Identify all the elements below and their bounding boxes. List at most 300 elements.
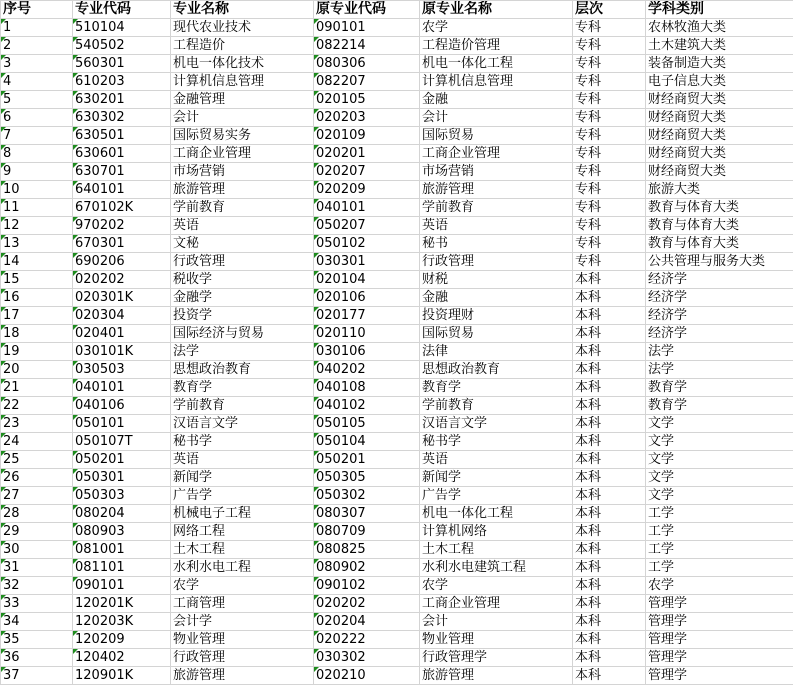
cell-major-name[interactable]: 学前教育 bbox=[171, 199, 314, 217]
cell-major-name[interactable]: 工商企业管理 bbox=[171, 145, 314, 163]
cell-category[interactable]: 公共管理与服务大类 bbox=[646, 253, 793, 271]
cell-category[interactable]: 管理学 bbox=[646, 649, 793, 667]
cell-category[interactable]: 装备制造大类 bbox=[646, 55, 793, 73]
cell-major-code[interactable]: 540502 bbox=[73, 37, 171, 55]
cell-orig-code[interactable]: 020202 bbox=[314, 595, 420, 613]
cell-seq[interactable]: 26 bbox=[1, 469, 73, 487]
cell-major-code[interactable]: 040106 bbox=[73, 397, 171, 415]
table-row bbox=[1, 73, 793, 91]
cell-category[interactable]: 教育与体育大类 bbox=[646, 199, 793, 217]
cell-category[interactable]: 财经商贸大类 bbox=[646, 163, 793, 181]
cell-major-name[interactable]: 机械电子工程 bbox=[171, 505, 314, 523]
cell-level[interactable]: 专科 bbox=[573, 109, 646, 127]
cell-category[interactable]: 经济学 bbox=[646, 271, 793, 289]
cell-level[interactable]: 本科 bbox=[573, 541, 646, 559]
cell-category[interactable]: 财经商贸大类 bbox=[646, 109, 793, 127]
table-row bbox=[1, 541, 793, 559]
cell-major-name[interactable]: 税收学 bbox=[171, 271, 314, 289]
cell-level[interactable]: 专科 bbox=[573, 145, 646, 163]
cell-major-code[interactable]: 630501 bbox=[73, 127, 171, 145]
table-row bbox=[1, 559, 793, 577]
cell-major-code[interactable]: 081101 bbox=[73, 559, 171, 577]
cell-orig-code[interactable]: 082207 bbox=[314, 73, 420, 91]
cell-seq[interactable]: 24 bbox=[1, 433, 73, 451]
cell-level[interactable]: 专科 bbox=[573, 73, 646, 91]
cell-category[interactable]: 教育学 bbox=[646, 379, 793, 397]
header-row bbox=[1, 1, 793, 19]
cell-major-code[interactable]: 050101 bbox=[73, 415, 171, 433]
cell-orig-name[interactable]: 物业管理 bbox=[420, 631, 573, 649]
cell-level[interactable]: 本科 bbox=[573, 307, 646, 325]
cell-category[interactable]: 经济学 bbox=[646, 289, 793, 307]
cell-orig-name[interactable]: 工商企业管理 bbox=[420, 595, 573, 613]
cell-major-name[interactable]: 汉语言文学 bbox=[171, 415, 314, 433]
cell-category[interactable]: 法学 bbox=[646, 361, 793, 379]
cell-orig-name[interactable]: 新闻学 bbox=[420, 469, 573, 487]
cell-orig-name[interactable]: 广告学 bbox=[420, 487, 573, 505]
cell-orig-name[interactable]: 思想政治教育 bbox=[420, 361, 573, 379]
cell-orig-code[interactable]: 020106 bbox=[314, 289, 420, 307]
cell-major-code[interactable]: 640101 bbox=[73, 181, 171, 199]
cell-orig-code[interactable]: 020104 bbox=[314, 271, 420, 289]
cell-orig-code[interactable]: 080825 bbox=[314, 541, 420, 559]
cell-level[interactable]: 专科 bbox=[573, 163, 646, 181]
cell-level[interactable]: 本科 bbox=[573, 433, 646, 451]
cell-major-name[interactable]: 英语 bbox=[171, 451, 314, 469]
cell-category[interactable]: 土木建筑大类 bbox=[646, 37, 793, 55]
cell-major-code[interactable]: 120203K bbox=[73, 613, 171, 631]
cell-seq[interactable]: 31 bbox=[1, 559, 73, 577]
cell-category[interactable]: 财经商贸大类 bbox=[646, 145, 793, 163]
table-row bbox=[1, 199, 793, 217]
cell-major-name[interactable]: 学前教育 bbox=[171, 397, 314, 415]
table-row bbox=[1, 253, 793, 271]
cell-major-name[interactable]: 教育学 bbox=[171, 379, 314, 397]
cell-major-code[interactable]: 050107T bbox=[73, 433, 171, 451]
table-row bbox=[1, 379, 793, 397]
cell-level[interactable]: 本科 bbox=[573, 343, 646, 361]
cell-category[interactable]: 文学 bbox=[646, 451, 793, 469]
table-row bbox=[1, 667, 793, 685]
cell-major-name[interactable]: 物业管理 bbox=[171, 631, 314, 649]
cell-level[interactable]: 本科 bbox=[573, 613, 646, 631]
cell-orig-code[interactable]: 090102 bbox=[314, 577, 420, 595]
cell-major-code[interactable]: 630601 bbox=[73, 145, 171, 163]
cell-orig-name[interactable]: 金融 bbox=[420, 91, 573, 109]
cell-seq[interactable]: 10 bbox=[1, 181, 73, 199]
cell-orig-code[interactable]: 020105 bbox=[314, 91, 420, 109]
cell-category[interactable]: 农林牧渔大类 bbox=[646, 19, 793, 37]
cell-orig-name[interactable]: 土木工程 bbox=[420, 541, 573, 559]
table-row bbox=[1, 91, 793, 109]
cell-major-code[interactable]: 030503 bbox=[73, 361, 171, 379]
cell-level[interactable]: 本科 bbox=[573, 397, 646, 415]
cell-seq[interactable]: 13 bbox=[1, 235, 73, 253]
cell-orig-name[interactable]: 投资理财 bbox=[420, 307, 573, 325]
cell-orig-code[interactable]: 050302 bbox=[314, 487, 420, 505]
table-row bbox=[1, 307, 793, 325]
table-row bbox=[1, 217, 793, 235]
cell-category[interactable]: 经济学 bbox=[646, 307, 793, 325]
cell-major-name[interactable]: 国际经济与贸易 bbox=[171, 325, 314, 343]
cell-seq[interactable]: 36 bbox=[1, 649, 73, 667]
cell-seq[interactable]: 12 bbox=[1, 217, 73, 235]
cell-major-name[interactable]: 网络工程 bbox=[171, 523, 314, 541]
cell-orig-code[interactable]: 020203 bbox=[314, 109, 420, 127]
cell-level[interactable]: 本科 bbox=[573, 415, 646, 433]
cell-level[interactable]: 专科 bbox=[573, 37, 646, 55]
cell-orig-code[interactable]: 040102 bbox=[314, 397, 420, 415]
cell-category[interactable]: 工学 bbox=[646, 523, 793, 541]
cell-category[interactable]: 法学 bbox=[646, 343, 793, 361]
cell-level[interactable]: 专科 bbox=[573, 235, 646, 253]
header-major-name[interactable]: 专业名称 bbox=[171, 1, 314, 19]
cell-orig-code[interactable]: 040202 bbox=[314, 361, 420, 379]
cell-major-code[interactable]: 510104 bbox=[73, 19, 171, 37]
cell-seq[interactable]: 33 bbox=[1, 595, 73, 613]
cell-seq[interactable]: 27 bbox=[1, 487, 73, 505]
cell-orig-name[interactable]: 学前教育 bbox=[420, 397, 573, 415]
cell-orig-name[interactable]: 工程造价管理 bbox=[420, 37, 573, 55]
cell-major-name[interactable]: 机电一体化技术 bbox=[171, 55, 314, 73]
table-row bbox=[1, 415, 793, 433]
table-row bbox=[1, 325, 793, 343]
cell-major-name[interactable]: 投资学 bbox=[171, 307, 314, 325]
cell-orig-code[interactable]: 050207 bbox=[314, 217, 420, 235]
cell-seq[interactable]: 8 bbox=[1, 145, 73, 163]
table-row bbox=[1, 613, 793, 631]
cell-seq[interactable]: 3 bbox=[1, 55, 73, 73]
cell-major-name[interactable]: 英语 bbox=[171, 217, 314, 235]
cell-orig-code[interactable]: 080902 bbox=[314, 559, 420, 577]
cell-major-code[interactable]: 120201K bbox=[73, 595, 171, 613]
cell-major-code[interactable]: 020202 bbox=[73, 271, 171, 289]
cell-major-code[interactable]: 050201 bbox=[73, 451, 171, 469]
cell-orig-code[interactable]: 020210 bbox=[314, 667, 420, 685]
cell-major-name[interactable]: 会计学 bbox=[171, 613, 314, 631]
cell-category[interactable]: 文学 bbox=[646, 487, 793, 505]
cell-orig-name[interactable]: 计算机网络 bbox=[420, 523, 573, 541]
table-row bbox=[1, 343, 793, 361]
cell-seq[interactable]: 9 bbox=[1, 163, 73, 181]
table-row bbox=[1, 109, 793, 127]
table-row bbox=[1, 289, 793, 307]
cell-seq[interactable]: 34 bbox=[1, 613, 73, 631]
cell-orig-name[interactable]: 旅游管理 bbox=[420, 667, 573, 685]
cell-seq[interactable]: 14 bbox=[1, 253, 73, 271]
cell-category[interactable]: 电子信息大类 bbox=[646, 73, 793, 91]
cell-orig-name[interactable]: 英语 bbox=[420, 217, 573, 235]
cell-major-code[interactable]: 050303 bbox=[73, 487, 171, 505]
cell-major-name[interactable]: 旅游管理 bbox=[171, 181, 314, 199]
cell-level[interactable]: 本科 bbox=[573, 523, 646, 541]
cell-orig-name[interactable]: 国际贸易 bbox=[420, 325, 573, 343]
cell-orig-code[interactable]: 020201 bbox=[314, 145, 420, 163]
cell-seq[interactable]: 16 bbox=[1, 289, 73, 307]
cell-seq[interactable]: 4 bbox=[1, 73, 73, 91]
cell-major-code[interactable]: 081001 bbox=[73, 541, 171, 559]
cell-seq[interactable]: 17 bbox=[1, 307, 73, 325]
cell-seq[interactable]: 32 bbox=[1, 577, 73, 595]
cell-orig-name[interactable]: 计算机信息管理 bbox=[420, 73, 573, 91]
cell-seq[interactable]: 22 bbox=[1, 397, 73, 415]
cell-major-code[interactable]: 670301 bbox=[73, 235, 171, 253]
cell-level[interactable]: 本科 bbox=[573, 667, 646, 685]
cell-orig-name[interactable]: 农学 bbox=[420, 19, 573, 37]
cell-orig-name[interactable]: 国际贸易 bbox=[420, 127, 573, 145]
cell-level[interactable]: 专科 bbox=[573, 91, 646, 109]
cell-category[interactable]: 教育与体育大类 bbox=[646, 235, 793, 253]
table-row bbox=[1, 55, 793, 73]
cell-level[interactable]: 专科 bbox=[573, 217, 646, 235]
cell-major-name[interactable]: 广告学 bbox=[171, 487, 314, 505]
cell-category[interactable]: 工学 bbox=[646, 541, 793, 559]
cell-orig-code[interactable]: 050305 bbox=[314, 469, 420, 487]
cell-category[interactable]: 工学 bbox=[646, 559, 793, 577]
cell-major-name[interactable]: 工程造价 bbox=[171, 37, 314, 55]
cell-level[interactable]: 专科 bbox=[573, 19, 646, 37]
cell-category[interactable]: 经济学 bbox=[646, 325, 793, 343]
cell-category[interactable]: 管理学 bbox=[646, 631, 793, 649]
cell-major-code[interactable]: 120209 bbox=[73, 631, 171, 649]
cell-major-code[interactable]: 030101K bbox=[73, 343, 171, 361]
cell-level[interactable]: 本科 bbox=[573, 595, 646, 613]
cell-orig-name[interactable]: 机电一体化工程 bbox=[420, 505, 573, 523]
cell-level[interactable]: 本科 bbox=[573, 451, 646, 469]
cell-category[interactable]: 文学 bbox=[646, 415, 793, 433]
cell-orig-code[interactable]: 080307 bbox=[314, 505, 420, 523]
table-row bbox=[1, 523, 793, 541]
cell-orig-name[interactable]: 秘书学 bbox=[420, 433, 573, 451]
cell-orig-code[interactable]: 030301 bbox=[314, 253, 420, 271]
cell-major-code[interactable]: 080903 bbox=[73, 523, 171, 541]
cell-major-name[interactable]: 文秘 bbox=[171, 235, 314, 253]
cell-orig-code[interactable]: 082214 bbox=[314, 37, 420, 55]
table-row bbox=[1, 397, 793, 415]
cell-category[interactable]: 财经商贸大类 bbox=[646, 127, 793, 145]
cell-orig-name[interactable]: 水利水电建筑工程 bbox=[420, 559, 573, 577]
cell-major-name[interactable]: 土木工程 bbox=[171, 541, 314, 559]
cell-major-code[interactable]: 560301 bbox=[73, 55, 171, 73]
cell-level[interactable]: 本科 bbox=[573, 325, 646, 343]
cell-seq[interactable]: 29 bbox=[1, 523, 73, 541]
cell-major-code[interactable]: 080204 bbox=[73, 505, 171, 523]
cell-orig-name[interactable]: 英语 bbox=[420, 451, 573, 469]
cell-category[interactable]: 管理学 bbox=[646, 613, 793, 631]
cell-orig-name[interactable]: 旅游管理 bbox=[420, 181, 573, 199]
cell-major-name[interactable]: 行政管理 bbox=[171, 253, 314, 271]
cell-major-name[interactable]: 计算机信息管理 bbox=[171, 73, 314, 91]
table-row bbox=[1, 631, 793, 649]
cell-seq[interactable]: 5 bbox=[1, 91, 73, 109]
cell-level[interactable]: 专科 bbox=[573, 55, 646, 73]
cell-seq[interactable]: 25 bbox=[1, 451, 73, 469]
cell-seq[interactable]: 1 bbox=[1, 19, 73, 37]
cell-category[interactable]: 旅游大类 bbox=[646, 181, 793, 199]
cell-major-code[interactable]: 120901K bbox=[73, 667, 171, 685]
cell-orig-name[interactable]: 农学 bbox=[420, 577, 573, 595]
table-row bbox=[1, 505, 793, 523]
cell-level[interactable]: 本科 bbox=[573, 487, 646, 505]
cell-orig-code[interactable]: 050105 bbox=[314, 415, 420, 433]
cell-category[interactable]: 管理学 bbox=[646, 667, 793, 685]
cell-major-code[interactable]: 040101 bbox=[73, 379, 171, 397]
header-orig-name[interactable]: 原专业名称 bbox=[420, 1, 573, 19]
cell-orig-name[interactable]: 会计 bbox=[420, 109, 573, 127]
cell-orig-name[interactable]: 金融 bbox=[420, 289, 573, 307]
cell-level[interactable]: 本科 bbox=[573, 577, 646, 595]
cell-seq[interactable]: 19 bbox=[1, 343, 73, 361]
cell-major-name[interactable]: 思想政治教育 bbox=[171, 361, 314, 379]
cell-orig-name[interactable]: 汉语言文学 bbox=[420, 415, 573, 433]
cell-major-code[interactable]: 630701 bbox=[73, 163, 171, 181]
cell-major-code[interactable]: 020301K bbox=[73, 289, 171, 307]
cell-seq[interactable]: 28 bbox=[1, 505, 73, 523]
cell-orig-code[interactable]: 020207 bbox=[314, 163, 420, 181]
cell-major-name[interactable]: 农学 bbox=[171, 577, 314, 595]
cell-orig-code[interactable]: 020209 bbox=[314, 181, 420, 199]
cell-level[interactable]: 专科 bbox=[573, 199, 646, 217]
table-row bbox=[1, 577, 793, 595]
cell-major-code[interactable]: 970202 bbox=[73, 217, 171, 235]
cell-level[interactable]: 本科 bbox=[573, 631, 646, 649]
cell-orig-code[interactable]: 080709 bbox=[314, 523, 420, 541]
header-category[interactable]: 学科类别 bbox=[646, 1, 793, 19]
cell-seq[interactable]: 37 bbox=[1, 667, 73, 685]
header-seq[interactable]: 序号 bbox=[1, 1, 73, 19]
table-row bbox=[1, 649, 793, 667]
cell-seq[interactable]: 11 bbox=[1, 199, 73, 217]
cell-orig-name[interactable]: 机电一体化工程 bbox=[420, 55, 573, 73]
cell-seq[interactable]: 15 bbox=[1, 271, 73, 289]
cell-seq[interactable]: 23 bbox=[1, 415, 73, 433]
cell-category[interactable]: 文学 bbox=[646, 433, 793, 451]
cell-level[interactable]: 本科 bbox=[573, 289, 646, 307]
cell-orig-code[interactable]: 050102 bbox=[314, 235, 420, 253]
cell-orig-code[interactable]: 020177 bbox=[314, 307, 420, 325]
cell-level[interactable]: 本科 bbox=[573, 361, 646, 379]
cell-major-name[interactable]: 工商管理 bbox=[171, 595, 314, 613]
header-orig-code[interactable]: 原专业代码 bbox=[314, 1, 420, 19]
cell-major-name[interactable]: 水利水电工程 bbox=[171, 559, 314, 577]
cell-orig-name[interactable]: 市场营销 bbox=[420, 163, 573, 181]
cell-category[interactable]: 教育与体育大类 bbox=[646, 217, 793, 235]
cell-level[interactable]: 专科 bbox=[573, 127, 646, 145]
cell-major-code[interactable]: 670102K bbox=[73, 199, 171, 217]
cell-level[interactable]: 本科 bbox=[573, 505, 646, 523]
header-major-code[interactable]: 专业代码 bbox=[73, 1, 171, 19]
cell-orig-name[interactable]: 行政管理 bbox=[420, 253, 573, 271]
cell-major-code[interactable]: 690206 bbox=[73, 253, 171, 271]
cell-orig-name[interactable]: 财税 bbox=[420, 271, 573, 289]
cell-level[interactable]: 本科 bbox=[573, 379, 646, 397]
cell-major-code[interactable]: 020401 bbox=[73, 325, 171, 343]
cell-seq[interactable]: 21 bbox=[1, 379, 73, 397]
table-row bbox=[1, 19, 793, 37]
cell-level[interactable]: 本科 bbox=[573, 469, 646, 487]
cell-major-code[interactable]: 050301 bbox=[73, 469, 171, 487]
cell-major-name[interactable]: 新闻学 bbox=[171, 469, 314, 487]
cell-orig-name[interactable]: 行政管理学 bbox=[420, 649, 573, 667]
table-row bbox=[1, 235, 793, 253]
cell-seq[interactable]: 20 bbox=[1, 361, 73, 379]
cell-major-code[interactable]: 630201 bbox=[73, 91, 171, 109]
cell-seq[interactable]: 2 bbox=[1, 37, 73, 55]
cell-seq[interactable]: 6 bbox=[1, 109, 73, 127]
cell-category[interactable]: 工学 bbox=[646, 505, 793, 523]
cell-orig-name[interactable]: 工商企业管理 bbox=[420, 145, 573, 163]
cell-major-name[interactable]: 现代农业技术 bbox=[171, 19, 314, 37]
cell-orig-code[interactable]: 050104 bbox=[314, 433, 420, 451]
cell-category[interactable]: 管理学 bbox=[646, 595, 793, 613]
cell-major-name[interactable]: 市场营销 bbox=[171, 163, 314, 181]
table-row bbox=[1, 469, 793, 487]
cell-seq[interactable]: 7 bbox=[1, 127, 73, 145]
cell-orig-name[interactable]: 会计 bbox=[420, 613, 573, 631]
table-row bbox=[1, 433, 793, 451]
header-level[interactable]: 层次 bbox=[573, 1, 646, 19]
table-row bbox=[1, 487, 793, 505]
table-row bbox=[1, 127, 793, 145]
cell-category[interactable]: 财经商贸大类 bbox=[646, 91, 793, 109]
table-row bbox=[1, 595, 793, 613]
cell-major-name[interactable]: 国际贸易实务 bbox=[171, 127, 314, 145]
cell-orig-code[interactable]: 090101 bbox=[314, 19, 420, 37]
cell-level[interactable]: 本科 bbox=[573, 271, 646, 289]
cell-orig-code[interactable]: 020109 bbox=[314, 127, 420, 145]
cell-category[interactable]: 农学 bbox=[646, 577, 793, 595]
cell-orig-name[interactable]: 教育学 bbox=[420, 379, 573, 397]
cell-orig-code[interactable]: 030106 bbox=[314, 343, 420, 361]
cell-major-name[interactable]: 法学 bbox=[171, 343, 314, 361]
table-row bbox=[1, 163, 793, 181]
cell-major-name[interactable]: 金融学 bbox=[171, 289, 314, 307]
cell-orig-code[interactable]: 050201 bbox=[314, 451, 420, 469]
cell-orig-code[interactable]: 020222 bbox=[314, 631, 420, 649]
cell-orig-code[interactable]: 040108 bbox=[314, 379, 420, 397]
cell-seq[interactable]: 30 bbox=[1, 541, 73, 559]
cell-level[interactable]: 专科 bbox=[573, 181, 646, 199]
cell-major-name[interactable]: 会计 bbox=[171, 109, 314, 127]
cell-orig-code[interactable]: 020204 bbox=[314, 613, 420, 631]
cell-major-name[interactable]: 金融管理 bbox=[171, 91, 314, 109]
cell-major-code[interactable]: 020304 bbox=[73, 307, 171, 325]
cell-orig-name[interactable]: 秘书 bbox=[420, 235, 573, 253]
cell-orig-code[interactable]: 080306 bbox=[314, 55, 420, 73]
cell-orig-code[interactable]: 040101 bbox=[314, 199, 420, 217]
cell-orig-name[interactable]: 学前教育 bbox=[420, 199, 573, 217]
cell-seq[interactable]: 35 bbox=[1, 631, 73, 649]
table-row bbox=[1, 361, 793, 379]
cell-orig-name[interactable]: 法律 bbox=[420, 343, 573, 361]
table-row bbox=[1, 37, 793, 55]
cell-major-code[interactable]: 090101 bbox=[73, 577, 171, 595]
cell-major-name[interactable]: 秘书学 bbox=[171, 433, 314, 451]
cell-category[interactable]: 文学 bbox=[646, 469, 793, 487]
cell-major-code[interactable]: 120402 bbox=[73, 649, 171, 667]
cell-major-name[interactable]: 旅游管理 bbox=[171, 667, 314, 685]
cell-major-name[interactable]: 行政管理 bbox=[171, 649, 314, 667]
cell-level[interactable]: 专科 bbox=[573, 253, 646, 271]
cell-level[interactable]: 本科 bbox=[573, 559, 646, 577]
cell-orig-code[interactable]: 020110 bbox=[314, 325, 420, 343]
cell-category[interactable]: 教育学 bbox=[646, 397, 793, 415]
cell-orig-code[interactable]: 030302 bbox=[314, 649, 420, 667]
cell-level[interactable]: 本科 bbox=[573, 649, 646, 667]
cell-major-code[interactable]: 610203 bbox=[73, 73, 171, 91]
cell-seq[interactable]: 18 bbox=[1, 325, 73, 343]
cell-major-code[interactable]: 630302 bbox=[73, 109, 171, 127]
